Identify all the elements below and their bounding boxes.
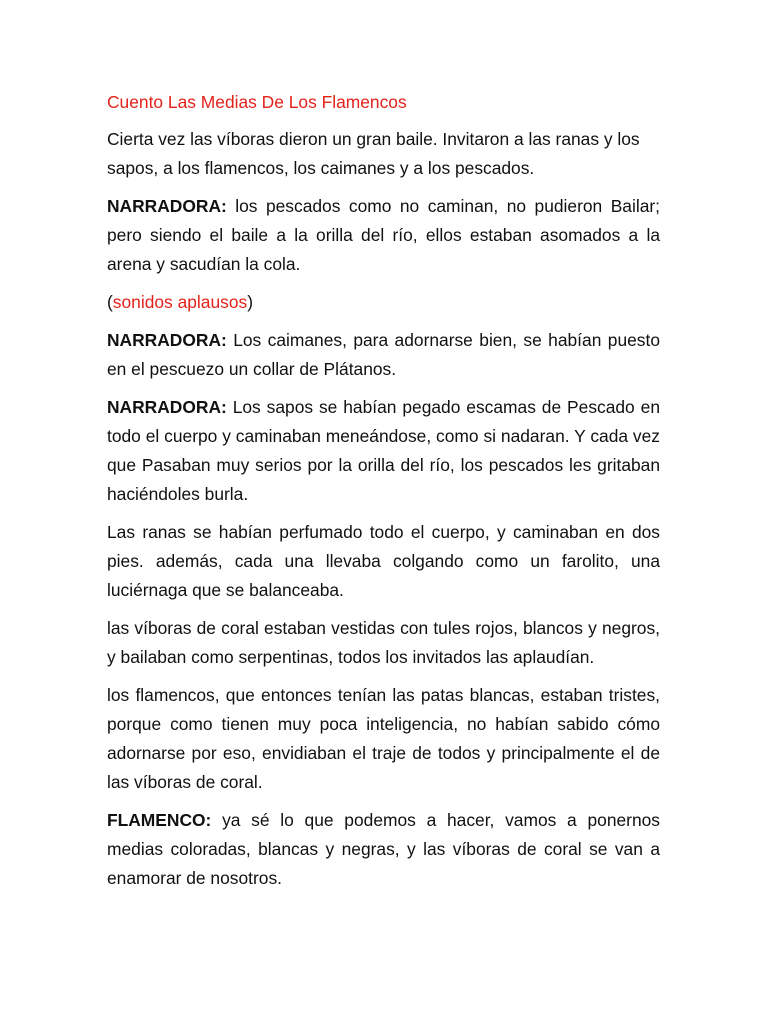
paragraph-ranas: Las ranas se habían perfumado todo el cuerpo, y caminaban en dos pies. además, cada una llevaba colgando como un farolito, una luciérnaga que se balanceaba. <box>107 522 660 600</box>
sound-cue: sonidos aplausos <box>112 292 248 312</box>
speaker-label: NARRADORA: <box>107 397 227 417</box>
paragraph-narradora-sapos <box>107 393 660 509</box>
paragraph-flamenco-dialogue <box>107 806 660 893</box>
paren-close: ) <box>247 292 253 312</box>
document-title: Cuento Las Medias De Los Flamencos <box>107 92 407 112</box>
paragraph-text: los pescados como no caminan, no pudieron Bailar; pero siendo el baile a la orilla del río, ellos estaban asomados a la arena y sacudían la cola. <box>107 196 660 274</box>
paragraph-narradora-pescados <box>107 192 660 279</box>
speaker-label: FLAMENCO: <box>107 810 212 830</box>
paragraph-text: Los sapos se habían pegado escamas de Pescado en todo el cuerpo y caminaban meneándose, como si nadaran. Y cada vez que Pasaban muy serios por la orilla del río, los pescados les gritaban haciéndoles burla. <box>107 397 660 504</box>
paragraph-viboras: las víboras de coral estaban vestidas con tules rojos, blancos y negros, y bailaban como serpentinas, todos los invitados las aplaudían. <box>107 618 660 667</box>
document-page <box>107 88 660 902</box>
speaker-label: NARRADORA: <box>107 330 227 350</box>
stage-direction <box>107 288 660 317</box>
paragraph-narradora-caimanes <box>107 326 660 384</box>
speaker-label: NARRADORA: <box>107 196 227 216</box>
paragraph-text: ya sé lo que podemos a hacer, vamos a ponernos medias coloradas, blancas y negras, y las víboras de coral se van a enamorar de nosotros. <box>107 810 660 888</box>
paragraph-intro: Cierta vez las víboras dieron un gran baile. Invitaron a las ranas y los sapos, a los flamencos, los caimanes y a los pescados. <box>107 129 640 178</box>
paren-open: ( <box>107 292 113 312</box>
paragraph-flamencos: los flamencos, que entonces tenían las patas blancas, estaban tristes, porque como tienen muy poca inteligencia, no habían sabido cómo adornarse por eso, envidiaban el traje de todos y principalmente el de las víboras de coral. <box>107 685 660 792</box>
paragraph-text: Los caimanes, para adornarse bien, se habían puesto en el pescuezo un collar de Plátanos. <box>107 330 660 379</box>
